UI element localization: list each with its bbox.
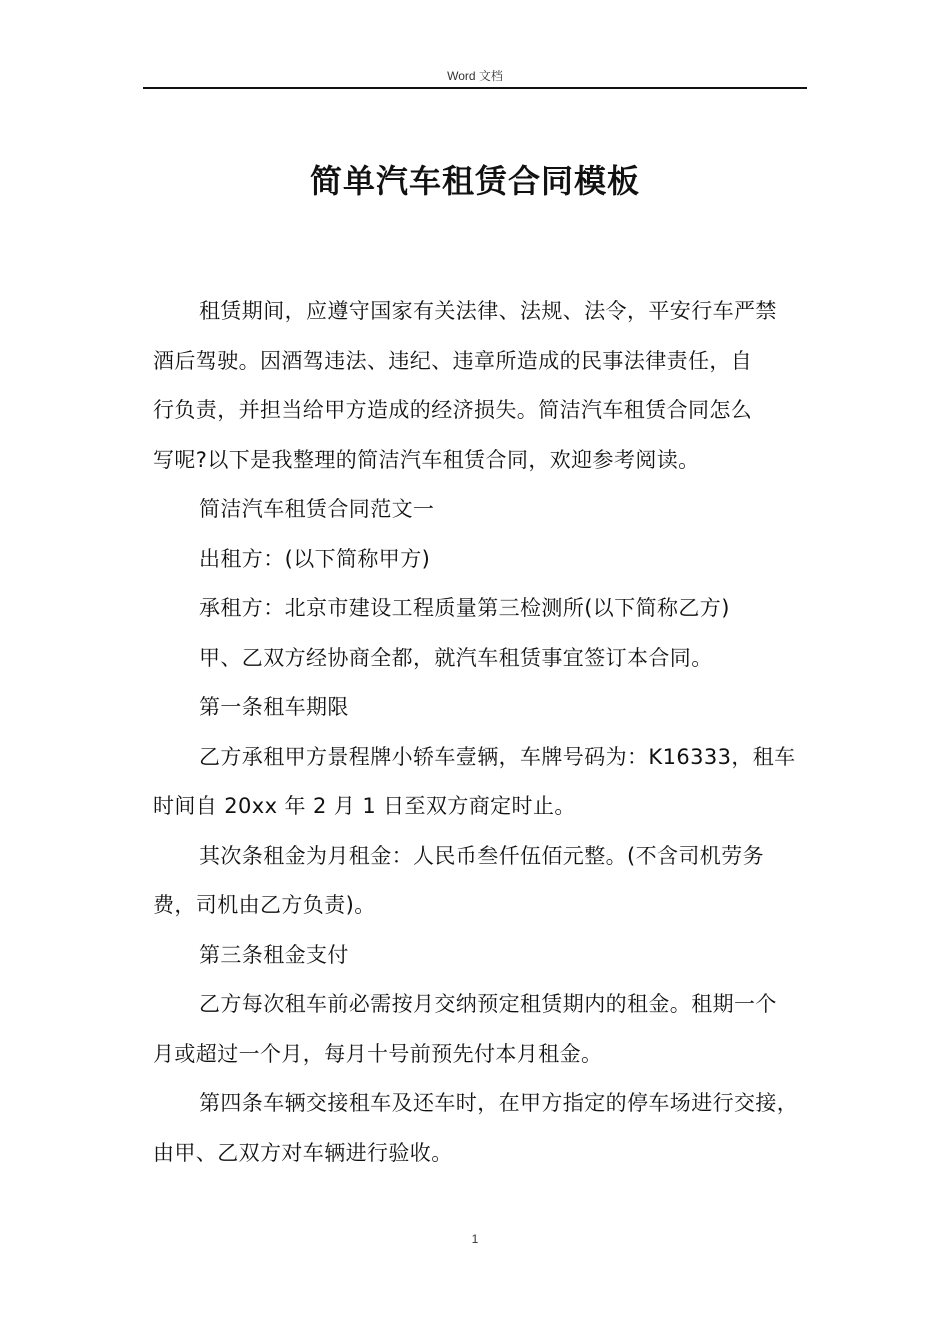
paragraph bbox=[176, 634, 816, 684]
paragraph-line: 出租方：(以下简称甲方) bbox=[199, 546, 431, 571]
paragraph bbox=[153, 733, 816, 832]
paragraph bbox=[153, 980, 816, 1079]
page-header: Word 文档 bbox=[447, 69, 503, 83]
paragraph-line: 承租方：北京市建设工程质量第三检测所(以下简称乙方) bbox=[199, 596, 730, 620]
paragraph bbox=[176, 931, 816, 981]
paragraph-line: 时间自 20xx 年 2 月 1 日至双方商定时止。 bbox=[153, 794, 576, 818]
paragraph-line: 由甲、乙双方对车辆进行验收。 bbox=[153, 1140, 453, 1165]
paragraph bbox=[176, 584, 816, 634]
paragraph-line: 甲、乙双方经协商全都，就汽车租赁事宜签订本合同。 bbox=[199, 645, 713, 670]
paragraph bbox=[176, 535, 816, 585]
paragraph-line: 乙方承租甲方景程牌小轿车壹辆，车牌号码为：K16333，租车 bbox=[199, 744, 796, 769]
paragraph-line: 费，司机由乙方负责)。 bbox=[153, 893, 376, 917]
paragraph-line: 租赁期间，应遵守国家有关法律、法规、法令，平安行车严禁 bbox=[199, 299, 777, 323]
page-number: 1 bbox=[471, 1232, 479, 1246]
paragraph bbox=[153, 287, 816, 485]
paragraph-line: 简洁汽车租赁合同范文一 bbox=[199, 497, 435, 521]
paragraph-line: 月或超过一个月，每月十号前预先付本月租金。 bbox=[153, 1041, 603, 1066]
paragraph bbox=[176, 485, 816, 535]
paragraph-line: 其次条租金为月租金：人民币叁仟伍佰元整。(不含司机劳务 bbox=[199, 843, 764, 868]
paragraph-line: 行负责，并担当给甲方造成的经济损失。简洁汽车租赁合同怎么 bbox=[153, 398, 753, 422]
paragraph-line: 第三条租金支付 bbox=[199, 942, 349, 967]
paragraph-line: 第四条车辆交接租车及还车时，在甲方指定的停车场进行交接， bbox=[199, 1091, 799, 1115]
paragraph-line: 写呢?以下是我整理的简洁汽车租赁合同，欢迎参考阅读。 bbox=[153, 447, 700, 472]
document-body bbox=[153, 287, 816, 1178]
paragraph-line: 乙方每次租车前必需按月交纳预定租赁期内的租金。租期一个 bbox=[199, 992, 777, 1016]
paragraph bbox=[153, 1079, 816, 1178]
paragraph-line: 酒后驾驶。因酒驾违法、违纪、违章所造成的民事法律责任，自 bbox=[153, 348, 753, 373]
document-title: 简单汽车租赁合同模板 bbox=[309, 162, 640, 200]
header-divider bbox=[143, 87, 807, 89]
paragraph bbox=[153, 832, 816, 931]
paragraph bbox=[176, 683, 816, 733]
paragraph-line: 第一条租车期限 bbox=[199, 695, 349, 719]
